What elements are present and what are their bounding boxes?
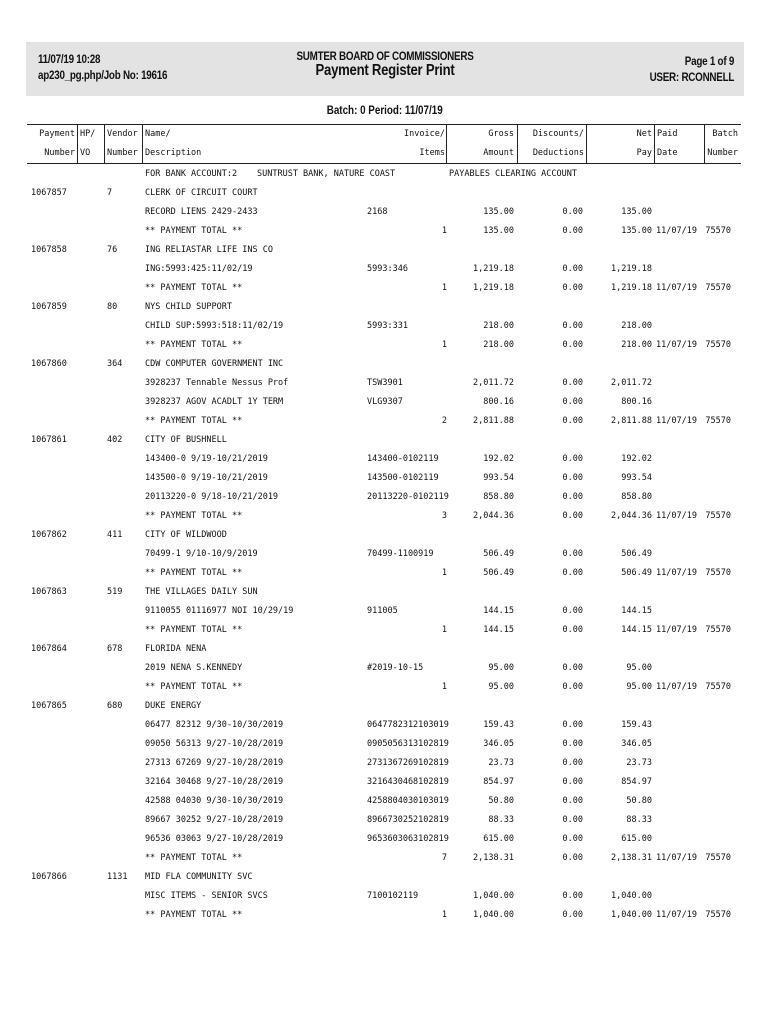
total-deductions: 0.00 bbox=[562, 416, 583, 426]
vendor-number: 364 bbox=[107, 359, 123, 369]
invoice-number: 8966730252102819 bbox=[367, 815, 449, 825]
col-name: Name/ bbox=[145, 129, 171, 139]
payment-number: 1067859 bbox=[31, 302, 67, 312]
gross-amount: 88.33 bbox=[488, 815, 514, 825]
invoice-number: 5993:331 bbox=[367, 321, 408, 331]
vendor-number: 402 bbox=[107, 435, 123, 445]
gross-amount: 506.49 bbox=[483, 549, 514, 559]
payment-total-label: ** PAYMENT TOTAL ** bbox=[145, 226, 243, 236]
line-description: 3928237 Tennable Nessus Prof bbox=[145, 378, 289, 388]
gross-amount: 858.80 bbox=[483, 492, 514, 502]
payment-total-label: ** PAYMENT TOTAL ** bbox=[145, 910, 243, 920]
detail-row bbox=[0, 887, 770, 906]
gross-amount: 159.43 bbox=[483, 720, 514, 730]
invoice-number: 9653603063102819 bbox=[367, 834, 449, 844]
total-net-pay: 95.00 bbox=[626, 682, 652, 692]
invoice-number: 143500-0102119 bbox=[367, 473, 439, 483]
total-gross: 2,138.31 bbox=[473, 853, 514, 863]
detail-row bbox=[0, 716, 770, 735]
total-net-pay: 135.00 bbox=[621, 226, 652, 236]
paid-date: 11/07/19 bbox=[656, 283, 697, 293]
total-gross: 1,219.18 bbox=[473, 283, 514, 293]
vendor-name: CDW COMPUTER GOVERNMENT INC bbox=[145, 359, 284, 369]
payment-header-row bbox=[0, 868, 770, 887]
discount-amount: 0.00 bbox=[562, 321, 583, 331]
detail-row bbox=[0, 450, 770, 469]
gross-amount: 218.00 bbox=[483, 321, 514, 331]
batch-number: 75570 bbox=[705, 568, 731, 578]
batch-number: 75570 bbox=[705, 625, 731, 635]
total-deductions: 0.00 bbox=[562, 853, 583, 863]
vendor-name: MID FLA COMMUNITY SVC bbox=[145, 872, 253, 882]
discount-amount: 0.00 bbox=[562, 663, 583, 673]
discount-amount: 0.00 bbox=[562, 796, 583, 806]
detail-row bbox=[0, 374, 770, 393]
payment-header-row bbox=[0, 526, 770, 545]
batch-number: 75570 bbox=[705, 283, 731, 293]
line-description: ING:5993:425:11/02/19 bbox=[145, 264, 253, 274]
detail-row bbox=[0, 602, 770, 621]
vendor-name: NYS CHILD SUPPORT bbox=[145, 302, 232, 312]
item-count: 7 bbox=[441, 853, 447, 863]
payment-total-row bbox=[0, 906, 770, 925]
invoice-number: 0905056313102819 bbox=[367, 739, 449, 749]
detail-row bbox=[0, 811, 770, 830]
line-description: 06477 82312 9/30-10/30/2019 bbox=[145, 720, 284, 730]
total-gross: 506.49 bbox=[483, 568, 514, 578]
line-description: CHILD SUP:5993:518:11/02/19 bbox=[145, 321, 284, 331]
gross-amount: 346.05 bbox=[483, 739, 514, 749]
discount-amount: 0.00 bbox=[562, 473, 583, 483]
total-net-pay: 144.15 bbox=[621, 625, 652, 635]
payment-total-row bbox=[0, 849, 770, 868]
payment-total-label: ** PAYMENT TOTAL ** bbox=[145, 511, 243, 521]
batch-number: 75570 bbox=[705, 682, 731, 692]
payment-total-label: ** PAYMENT TOTAL ** bbox=[145, 853, 243, 863]
line-description: 143400-0 9/19-10/21/2019 bbox=[145, 454, 268, 464]
detail-row bbox=[0, 260, 770, 279]
payment-number: 1067865 bbox=[31, 701, 67, 711]
gross-amount: 2,011.72 bbox=[473, 378, 514, 388]
invoice-number: 0647782312103019 bbox=[367, 720, 449, 730]
batch-period: Batch: 0 Period: 11/07/19 bbox=[327, 103, 443, 117]
job-number: ap230_pg.php/Job No: 19616 bbox=[38, 68, 168, 82]
payment-number: 1067863 bbox=[31, 587, 67, 597]
payment-total-row bbox=[0, 279, 770, 298]
paid-date: 11/07/19 bbox=[656, 625, 697, 635]
invoice-number: 143400-0102119 bbox=[367, 454, 439, 464]
payment-header-row bbox=[0, 298, 770, 317]
detail-row bbox=[0, 735, 770, 754]
net-pay: 1,040.00 bbox=[611, 891, 652, 901]
paid-date: 11/07/19 bbox=[656, 226, 697, 236]
line-description: 89667 30252 9/27-10/28/2019 bbox=[145, 815, 284, 825]
vendor-name: DUKE ENERGY bbox=[145, 701, 202, 711]
item-count: 1 bbox=[441, 340, 447, 350]
report-header bbox=[26, 42, 744, 96]
detail-row bbox=[0, 754, 770, 773]
batch-number: 75570 bbox=[705, 910, 731, 920]
payment-total-label: ** PAYMENT TOTAL ** bbox=[145, 682, 243, 692]
total-net-pay: 218.00 bbox=[621, 340, 652, 350]
paid-date: 11/07/19 bbox=[656, 910, 697, 920]
page-number: Page 1 of 9 bbox=[684, 54, 734, 68]
total-net-pay: 1,040.00 bbox=[611, 910, 652, 920]
invoice-number: 2168 bbox=[367, 207, 388, 217]
gross-amount: 993.54 bbox=[483, 473, 514, 483]
discount-amount: 0.00 bbox=[562, 834, 583, 844]
discount-amount: 0.00 bbox=[562, 739, 583, 749]
net-pay: 1,219.18 bbox=[611, 264, 652, 274]
vendor-number: 411 bbox=[107, 530, 123, 540]
paid-date: 11/07/19 bbox=[656, 568, 697, 578]
payment-header-row bbox=[0, 697, 770, 716]
invoice-number: 911005 bbox=[367, 606, 398, 616]
total-gross: 95.00 bbox=[488, 682, 514, 692]
payment-total-label: ** PAYMENT TOTAL ** bbox=[145, 283, 243, 293]
discount-amount: 0.00 bbox=[562, 264, 583, 274]
vendor-number: 76 bbox=[107, 245, 118, 255]
total-net-pay: 2,138.31 bbox=[611, 853, 652, 863]
total-net-pay: 2,044.36 bbox=[611, 511, 652, 521]
batch-number: 75570 bbox=[705, 511, 731, 521]
vendor-name: CITY OF BUSHNELL bbox=[145, 435, 227, 445]
net-pay: 615.00 bbox=[621, 834, 652, 844]
invoice-number: 70499-1100919 bbox=[367, 549, 434, 559]
gross-amount: 135.00 bbox=[483, 207, 514, 217]
total-deductions: 0.00 bbox=[562, 625, 583, 635]
item-count: 1 bbox=[441, 682, 447, 692]
net-pay: 858.80 bbox=[621, 492, 652, 502]
item-count: 1 bbox=[441, 910, 447, 920]
discount-amount: 0.00 bbox=[562, 378, 583, 388]
invoice-number: VLG9307 bbox=[367, 397, 403, 407]
payment-total-label: ** PAYMENT TOTAL ** bbox=[145, 416, 243, 426]
vendor-name: FLORIDA NENA bbox=[145, 644, 207, 654]
payment-total-row bbox=[0, 564, 770, 583]
bank-account-row bbox=[0, 165, 770, 184]
column-header: Payment Number HP/ VO Vendor Number Name/ Description Invoice/ Items Gross Amount Discounts/ Deductions Net Pay Paid Date Batch Number bbox=[27, 124, 741, 164]
vendor-name: THE VILLAGES DAILY SUN bbox=[145, 587, 258, 597]
net-pay: 506.49 bbox=[621, 549, 652, 559]
vendor-number: 680 bbox=[107, 701, 123, 711]
col-invoice: Invoice/ bbox=[404, 129, 445, 139]
total-gross: 2,044.36 bbox=[473, 511, 514, 521]
invoice-number: #2019-10-15 bbox=[367, 663, 424, 673]
payment-total-label: ** PAYMENT TOTAL ** bbox=[145, 568, 243, 578]
invoice-number: 2731367269102819 bbox=[367, 758, 449, 768]
col-payment: Payment bbox=[39, 129, 75, 139]
discount-amount: 0.00 bbox=[562, 758, 583, 768]
gross-amount: 1,040.00 bbox=[473, 891, 514, 901]
paid-date: 11/07/19 bbox=[656, 682, 697, 692]
payment-total-label: ** PAYMENT TOTAL ** bbox=[145, 625, 243, 635]
payment-number: 1067864 bbox=[31, 644, 67, 654]
organization-name: SUMTER BOARD OF COMMISSIONERS bbox=[296, 49, 474, 63]
payment-total-row bbox=[0, 621, 770, 640]
payment-header-row bbox=[0, 640, 770, 659]
discount-amount: 0.00 bbox=[562, 492, 583, 502]
net-pay: 88.33 bbox=[626, 815, 652, 825]
line-description: 20113220-0 9/18-10/21/2019 bbox=[145, 492, 279, 502]
payment-number: 1067861 bbox=[31, 435, 67, 445]
line-description: 2019 NENA S.KENNEDY bbox=[145, 663, 243, 673]
total-gross: 218.00 bbox=[483, 340, 514, 350]
bank-name: SUNTRUST BANK, NATURE COAST bbox=[257, 169, 396, 179]
invoice-number: TSW3901 bbox=[367, 378, 403, 388]
line-description: 09050 56313 9/27-10/28/2019 bbox=[145, 739, 284, 749]
net-pay: 2,011.72 bbox=[611, 378, 652, 388]
gross-amount: 1,219.18 bbox=[473, 264, 514, 274]
net-pay: 159.43 bbox=[621, 720, 652, 730]
line-description: 3928237 AGOV ACADLT 1Y TERM bbox=[145, 397, 284, 407]
batch-number: 75570 bbox=[705, 340, 731, 350]
total-gross: 144.15 bbox=[483, 625, 514, 635]
net-pay: 346.05 bbox=[621, 739, 652, 749]
line-description: 32164 30468 9/27-10/28/2019 bbox=[145, 777, 284, 787]
item-count: 2 bbox=[441, 416, 447, 426]
item-count: 1 bbox=[441, 568, 447, 578]
detail-row bbox=[0, 317, 770, 336]
detail-row bbox=[0, 773, 770, 792]
gross-amount: 615.00 bbox=[483, 834, 514, 844]
vendor-number: 7 bbox=[107, 188, 113, 198]
discount-amount: 0.00 bbox=[562, 549, 583, 559]
vendor-name: ING RELIASTAR LIFE INS CO bbox=[145, 245, 273, 255]
batch-number: 75570 bbox=[705, 416, 731, 426]
discount-amount: 0.00 bbox=[562, 777, 583, 787]
discount-amount: 0.00 bbox=[562, 207, 583, 217]
detail-row bbox=[0, 545, 770, 564]
net-pay: 135.00 bbox=[621, 207, 652, 217]
payment-header-row bbox=[0, 241, 770, 260]
batch-number: 75570 bbox=[705, 853, 731, 863]
net-pay: 800.16 bbox=[621, 397, 652, 407]
net-pay: 144.15 bbox=[621, 606, 652, 616]
gross-amount: 854.97 bbox=[483, 777, 514, 787]
discount-amount: 0.00 bbox=[562, 815, 583, 825]
net-pay: 854.97 bbox=[621, 777, 652, 787]
payment-total-row bbox=[0, 222, 770, 241]
gross-amount: 800.16 bbox=[483, 397, 514, 407]
total-deductions: 0.00 bbox=[562, 682, 583, 692]
col-gross: Gross bbox=[488, 129, 514, 139]
total-net-pay: 1,219.18 bbox=[611, 283, 652, 293]
vendor-number: 519 bbox=[107, 587, 123, 597]
net-pay: 23.73 bbox=[626, 758, 652, 768]
line-description: 96536 03063 9/27-10/28/2019 bbox=[145, 834, 284, 844]
net-pay: 50.80 bbox=[626, 796, 652, 806]
total-deductions: 0.00 bbox=[562, 340, 583, 350]
col-discounts: Discounts/ bbox=[532, 129, 584, 139]
detail-row bbox=[0, 830, 770, 849]
payment-total-label: ** PAYMENT TOTAL ** bbox=[145, 340, 243, 350]
item-count: 1 bbox=[441, 625, 447, 635]
report-datetime: 11/07/19 10:28 bbox=[38, 52, 101, 66]
clearing-account: PAYABLES CLEARING ACCOUNT bbox=[449, 169, 577, 179]
paid-date: 11/07/19 bbox=[656, 340, 697, 350]
col-vendor: Vendor bbox=[107, 129, 138, 139]
discount-amount: 0.00 bbox=[562, 720, 583, 730]
payment-total-row bbox=[0, 678, 770, 697]
detail-row bbox=[0, 488, 770, 507]
total-gross: 2,811.88 bbox=[473, 416, 514, 426]
detail-row bbox=[0, 659, 770, 678]
payment-total-row bbox=[0, 412, 770, 431]
detail-row bbox=[0, 792, 770, 811]
total-net-pay: 2,811.88 bbox=[611, 416, 652, 426]
bank-account: FOR BANK ACCOUNT:2 bbox=[145, 169, 238, 179]
net-pay: 993.54 bbox=[621, 473, 652, 483]
discount-amount: 0.00 bbox=[562, 397, 583, 407]
report-user: USER: RCONNELL bbox=[649, 70, 734, 84]
col-net: Net bbox=[636, 129, 652, 139]
payment-total-row bbox=[0, 507, 770, 526]
vendor-number: 678 bbox=[107, 644, 123, 654]
payment-number: 1067857 bbox=[31, 188, 67, 198]
gross-amount: 50.80 bbox=[488, 796, 514, 806]
payment-number: 1067858 bbox=[31, 245, 67, 255]
total-deductions: 0.00 bbox=[562, 226, 583, 236]
payment-header-row bbox=[0, 184, 770, 203]
line-description: MISC ITEMS - SENIOR SVCS bbox=[145, 891, 268, 901]
vendor-name: CLERK OF CIRCUIT COURT bbox=[145, 188, 258, 198]
payment-number: 1067866 bbox=[31, 872, 67, 882]
payment-total-row bbox=[0, 336, 770, 355]
discount-amount: 0.00 bbox=[562, 606, 583, 616]
payment-number: 1067860 bbox=[31, 359, 67, 369]
invoice-number: 4258804030103019 bbox=[367, 796, 449, 806]
discount-amount: 0.00 bbox=[562, 891, 583, 901]
total-gross: 135.00 bbox=[483, 226, 514, 236]
invoice-number: 3216430468102819 bbox=[367, 777, 449, 787]
payment-number: 1067862 bbox=[31, 530, 67, 540]
paid-date: 11/07/19 bbox=[656, 416, 697, 426]
vendor-number: 1131 bbox=[107, 872, 128, 882]
line-description: 143500-0 9/19-10/21/2019 bbox=[145, 473, 268, 483]
item-count: 3 bbox=[441, 511, 447, 521]
net-pay: 218.00 bbox=[621, 321, 652, 331]
vendor-name: CITY OF WILDWOOD bbox=[145, 530, 227, 540]
invoice-number: 20113220-0102119 bbox=[367, 492, 449, 502]
payment-header-row bbox=[0, 355, 770, 374]
vendor-number: 80 bbox=[107, 302, 118, 312]
col-paid: Paid bbox=[657, 129, 678, 139]
paid-date: 11/07/19 bbox=[656, 853, 697, 863]
invoice-number: 5993:346 bbox=[367, 264, 408, 274]
invoice-number: 7100102119 bbox=[367, 891, 419, 901]
paid-date: 11/07/19 bbox=[656, 511, 697, 521]
item-count: 1 bbox=[441, 283, 447, 293]
total-deductions: 0.00 bbox=[562, 283, 583, 293]
detail-row bbox=[0, 469, 770, 488]
gross-amount: 144.15 bbox=[483, 606, 514, 616]
gross-amount: 23.73 bbox=[488, 758, 514, 768]
net-pay: 192.02 bbox=[621, 454, 652, 464]
total-net-pay: 506.49 bbox=[621, 568, 652, 578]
col-hp: HP/ bbox=[80, 129, 96, 139]
payment-header-row bbox=[0, 583, 770, 602]
gross-amount: 95.00 bbox=[488, 663, 514, 673]
batch-number: 75570 bbox=[705, 226, 731, 236]
total-deductions: 0.00 bbox=[562, 910, 583, 920]
total-deductions: 0.00 bbox=[562, 568, 583, 578]
total-deductions: 0.00 bbox=[562, 511, 583, 521]
discount-amount: 0.00 bbox=[562, 454, 583, 464]
detail-row bbox=[0, 393, 770, 412]
line-description: 42588 04030 9/30-10/30/2019 bbox=[145, 796, 284, 806]
payment-header-row bbox=[0, 431, 770, 450]
line-description: RECORD LIENS 2429-2433 bbox=[145, 207, 258, 217]
report-title: Payment Register Print bbox=[315, 62, 455, 79]
col-batch: Batch bbox=[712, 129, 738, 139]
detail-row bbox=[0, 203, 770, 222]
net-pay: 95.00 bbox=[626, 663, 652, 673]
line-description: 70499-1 9/10-10/9/2019 bbox=[145, 549, 258, 559]
line-description: 27313 67269 9/27-10/28/2019 bbox=[145, 758, 284, 768]
total-gross: 1,040.00 bbox=[473, 910, 514, 920]
item-count: 1 bbox=[441, 226, 447, 236]
payment-register bbox=[0, 165, 770, 925]
gross-amount: 192.02 bbox=[483, 454, 514, 464]
line-description: 9110055 01116977 NOI 10/29/19 bbox=[145, 606, 294, 616]
